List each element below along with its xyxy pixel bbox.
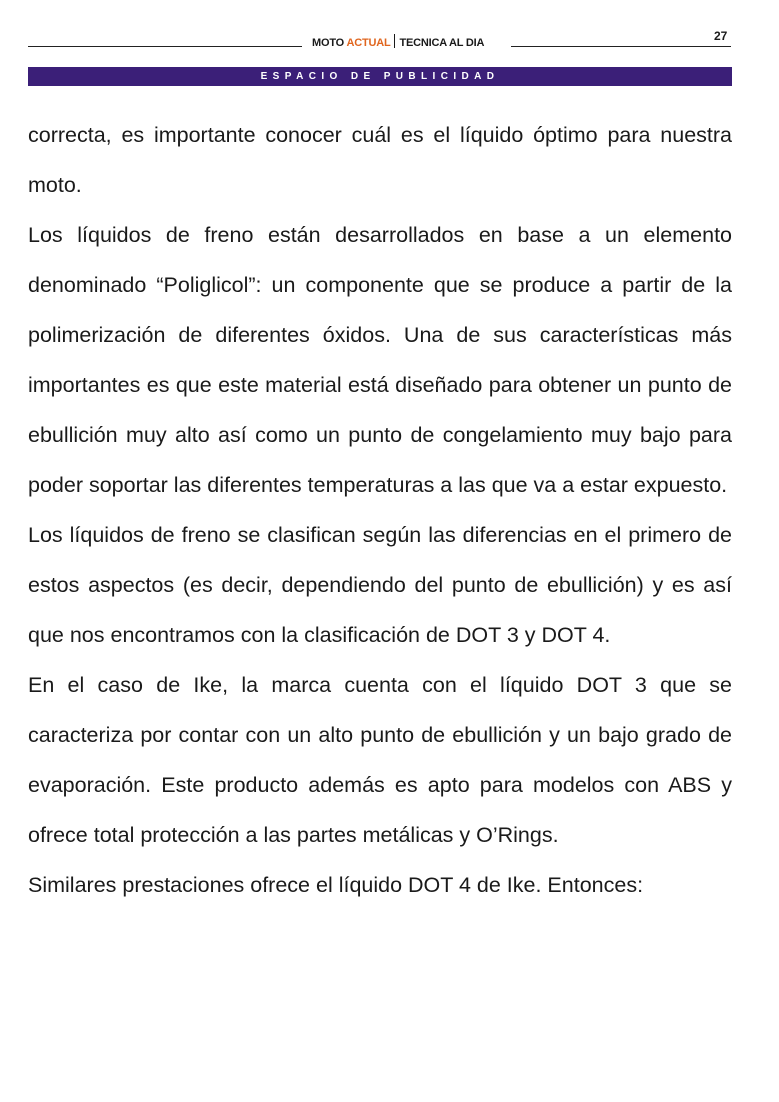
paragraph: correcta, es importante conocer cuál es el líquido óptimo para nuestra moto. bbox=[28, 123, 732, 197]
masthead-separator bbox=[394, 34, 395, 48]
page-header bbox=[0, 0, 779, 60]
advertising-banner bbox=[28, 67, 732, 86]
banner-label: ESPACIO DE PUBLICIDAD bbox=[260, 71, 500, 82]
article-body bbox=[28, 110, 732, 910]
header-rule-right bbox=[511, 46, 731, 47]
paragraph: Los líquidos de freno se clasifican según las diferencias en el primero de estos aspectos (es decir, dependiendo del punto de ebullición) y es así que nos encontramos con la clasificación de DOT 3 y DOT 4. bbox=[28, 523, 732, 647]
header-rule-left bbox=[28, 46, 302, 47]
paragraph: Similares prestaciones ofrece el líquido DOT 4 de Ike. Entonces: bbox=[28, 873, 644, 897]
magazine-name-part1: MOTO bbox=[312, 37, 344, 49]
magazine-name-part2: ACTUAL bbox=[346, 37, 391, 49]
paragraph: En el caso de Ike, la marca cuenta con el líquido DOT 3 que se caracteriza por contar con un alto punto de ebullición y un bajo grado de evaporación. Este producto además es apto para modelos con ABS y ofrece total protección a las partes metálicas y O’Rings. bbox=[28, 673, 732, 847]
section-name: TECNICA AL DIA bbox=[399, 37, 485, 49]
masthead bbox=[312, 34, 484, 49]
page-number: 27 bbox=[714, 29, 728, 43]
paragraph: Los líquidos de freno están desarrollados en base a un elemento denominado “Poliglicol”: un componente que se produce a partir de la polimerización de diferentes óxidos. Una de sus características más importantes es que este material está diseñado para obtener un punto de ebullición muy alto así como un punto de congelamiento muy bajo para poder soportar las diferentes temperaturas a las que va a estar expuesto. bbox=[28, 223, 732, 497]
